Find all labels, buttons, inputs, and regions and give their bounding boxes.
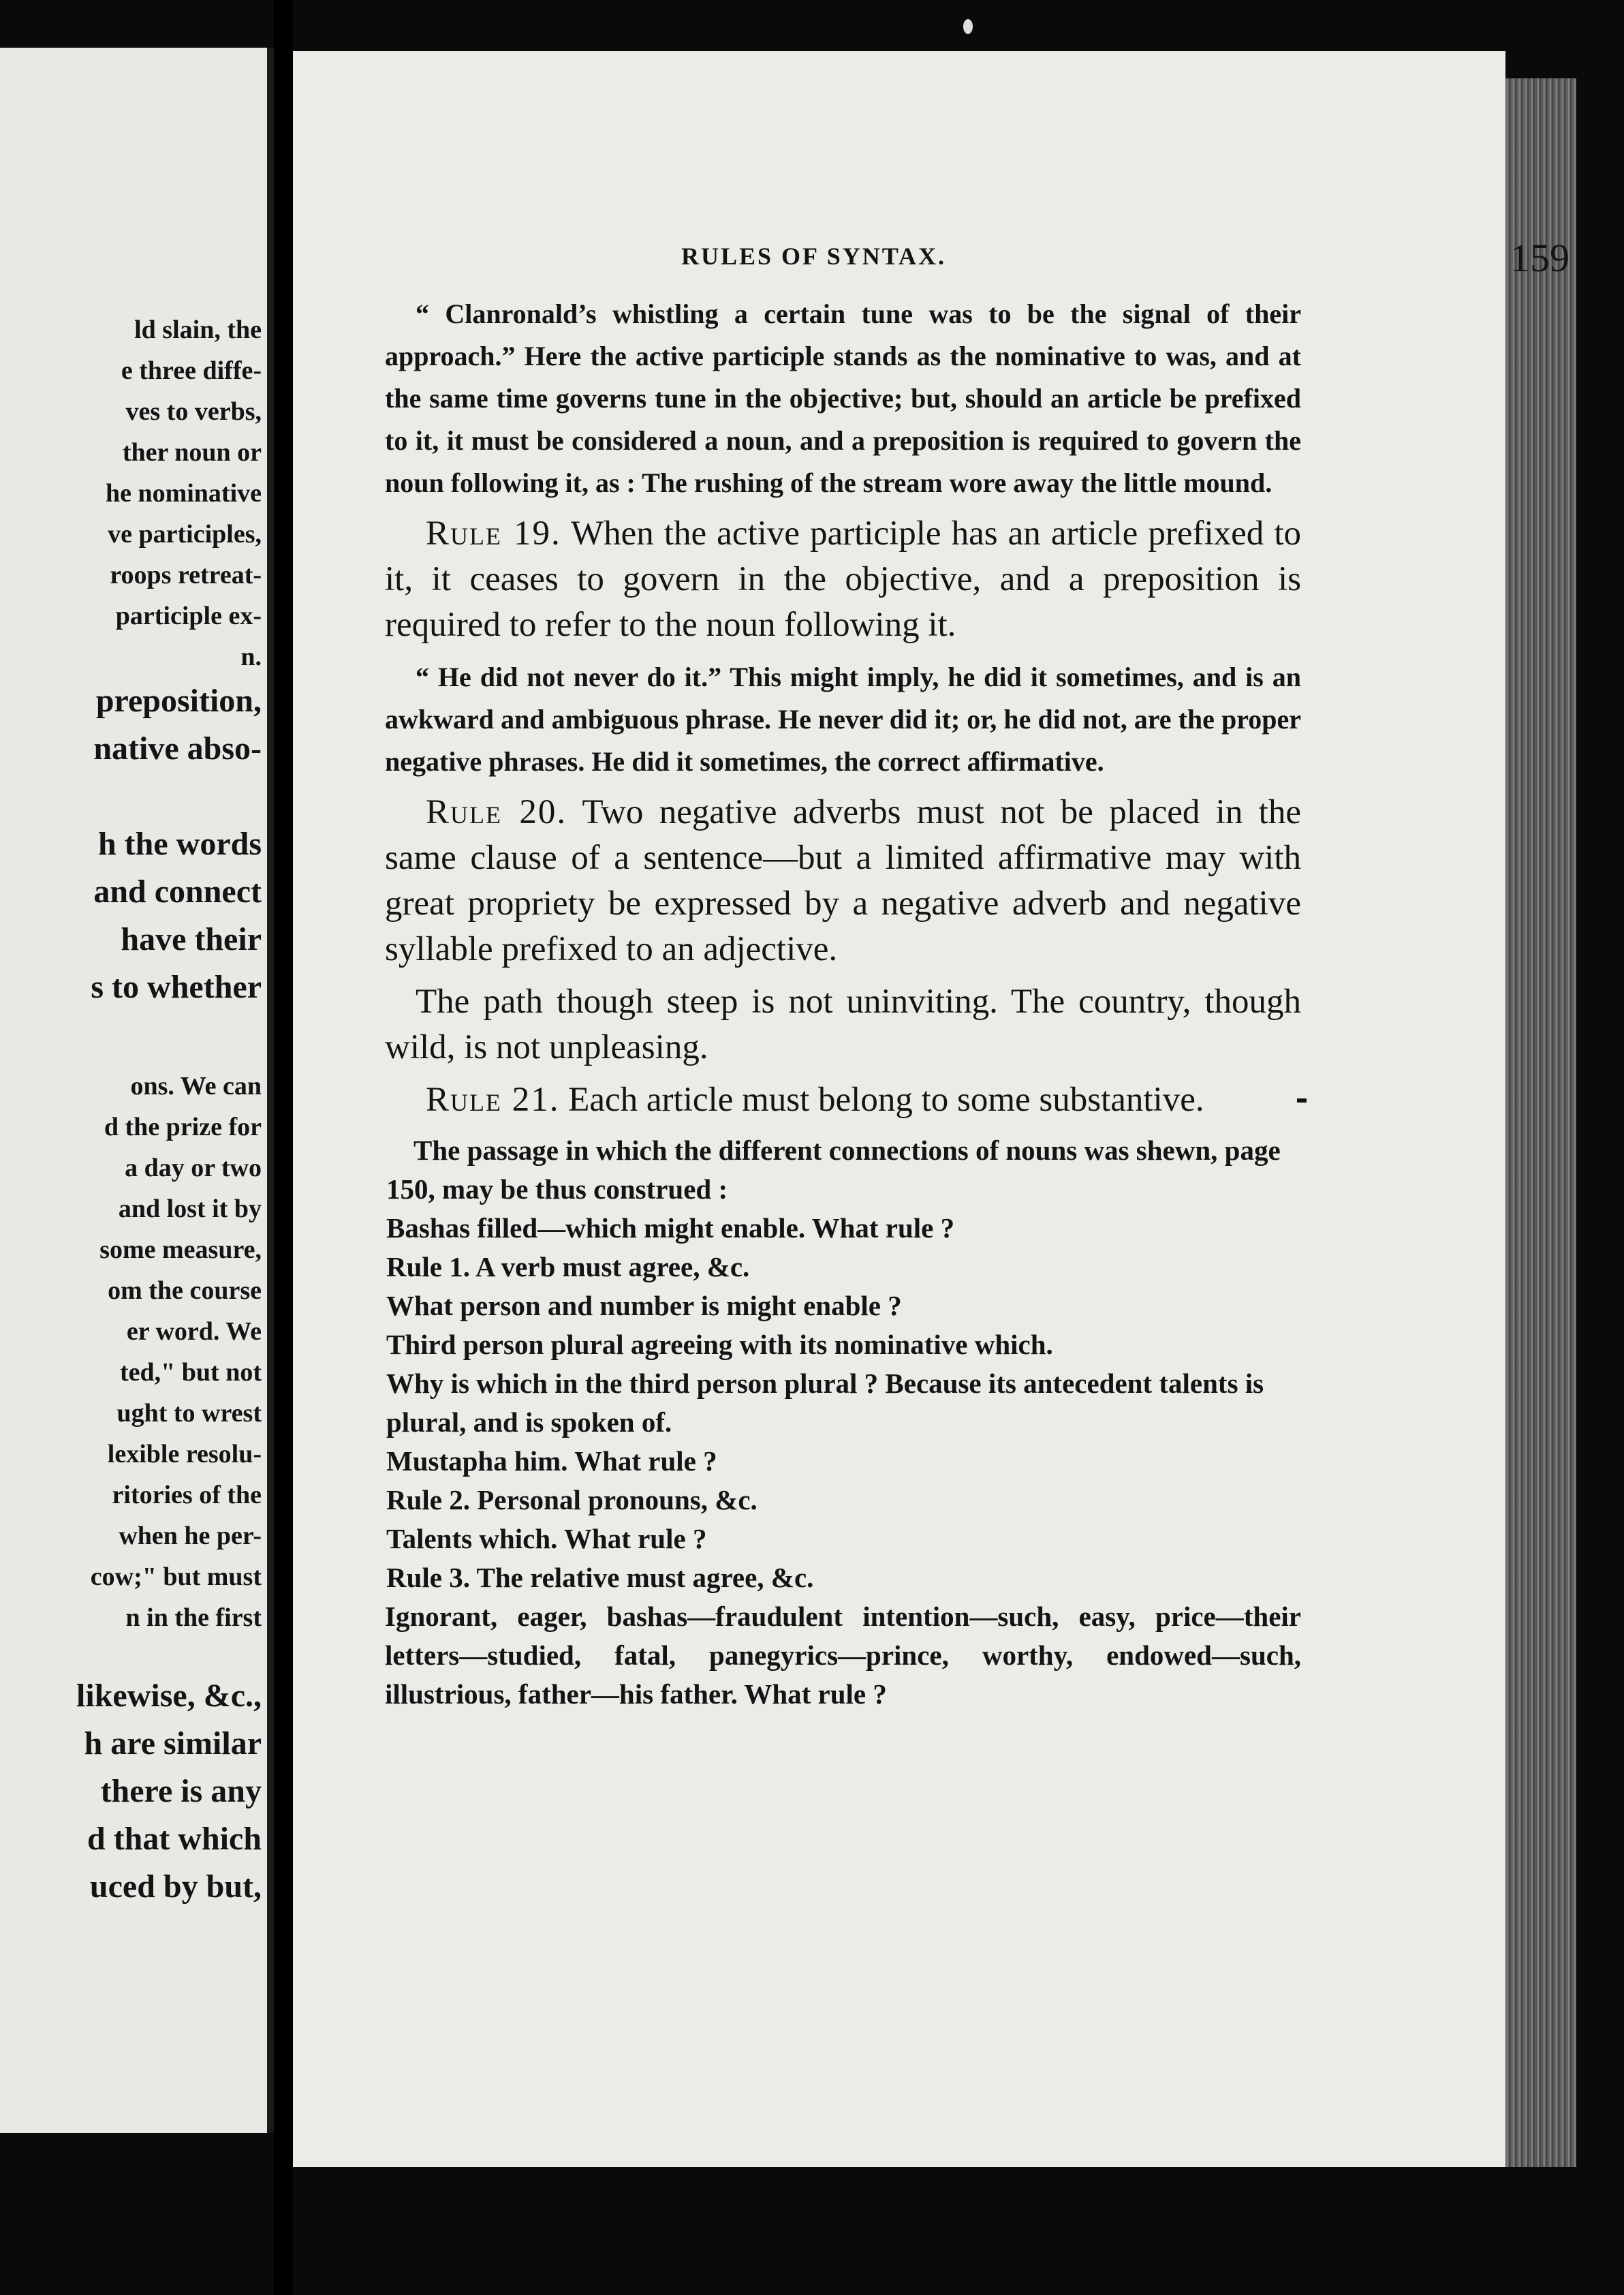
hyphen-mark	[1297, 1098, 1307, 1103]
page-header	[409, 235, 1570, 290]
left-page-line: ve participles,	[108, 520, 262, 549]
left-page-line: ons. We can	[130, 1072, 262, 1100]
rule-21	[385, 1077, 1301, 1123]
rule-number: Rule 21.	[426, 1081, 560, 1119]
left-page-line: ught to wrest	[116, 1399, 262, 1428]
left-page-line: uced by but,	[89, 1868, 262, 1905]
left-page-fragment	[0, 48, 274, 2133]
left-page-line: there is any	[100, 1773, 262, 1809]
left-page-line: participle ex-	[115, 602, 262, 630]
left-page-line: n.	[240, 643, 262, 671]
qa-line: Rule 3. The relative must agree, &c.	[386, 1562, 814, 1593]
left-page-line: preposition,	[95, 683, 262, 719]
qa-line: Mustapha him. What rule ?	[386, 1445, 717, 1477]
left-page-line: native abso-	[93, 730, 262, 767]
left-page-line: likewise, &c.,	[76, 1678, 262, 1714]
rule-text: When the active participle has an article prefixed to it, it ceases to govern in the objective, and a preposition is required to refer to the noun following it.	[385, 514, 1301, 644]
left-page-line: ritories of the	[112, 1481, 262, 1509]
left-page-line: h are similar	[84, 1725, 262, 1761]
rule-number: Rule 19.	[426, 514, 561, 553]
left-page-line: d the prize for	[104, 1113, 262, 1141]
left-page-line: have their	[121, 921, 262, 957]
page-number: 159	[1510, 236, 1570, 280]
left-page-line: ther noun or	[122, 438, 262, 467]
qa-line: Third person plural agreeing with its nominative which.	[386, 1329, 1053, 1360]
left-page-line: cow;" but must	[90, 1562, 262, 1591]
rule-text: Two negative adverbs must not be placed in the same clause of a sentence—but a limited affirmative may with great propriety be expressed by a negative adverb and negative syllable prefixed to an adjective.	[385, 793, 1301, 968]
paragraph-ignorant: Ignorant, eager, bashas—fraudulent intention—such, easy, price—their letters—studied, fatal, panegyrics—prince, worthy, endowed—such, illustrious, father—his father. What rule ?	[385, 1601, 1301, 1710]
qa-line: Talents which. What rule ?	[386, 1523, 707, 1554]
left-page-line: om the course	[108, 1276, 262, 1305]
page-body	[385, 293, 1301, 1714]
left-page-line: ves to verbs,	[125, 397, 262, 426]
paragraph-negative: “ He did not never do it.” This might imply, he did it sometimes, and is an awkward and ambiguous phrase. He never did it; or, he did not, are the proper negative phrases. He did it sometimes, the correct affirmative.	[385, 662, 1301, 777]
page-edge	[1505, 78, 1576, 2167]
ink-speck	[963, 19, 973, 34]
left-page-line: d that which	[87, 1821, 262, 1857]
rule-text: Each article must belong to some substantive.	[568, 1081, 1204, 1119]
left-page-line: er word. We	[126, 1317, 262, 1346]
running-title: RULES OF SYNTAX.	[681, 243, 947, 270]
left-page-line: n in the first	[125, 1603, 262, 1632]
left-page-line: roops retreat-	[110, 561, 262, 589]
qa-line: What person and number is might enable ?	[386, 1290, 902, 1321]
left-page-line: and lost it by	[118, 1195, 262, 1223]
rule-19	[385, 511, 1301, 648]
example-path: The path though steep is not uninviting. The country, though wild, is not unpleasing.	[385, 983, 1301, 1066]
left-page-line: lexible resolu-	[107, 1440, 262, 1468]
left-page-line: h the words	[97, 826, 262, 862]
book-gutter	[274, 0, 293, 2295]
qa-line: Why is which in the third person plural ? Because its antecedent talents is plural, and is spoken of.	[386, 1368, 1264, 1438]
left-page-line: some measure,	[99, 1235, 262, 1264]
paragraph-passage: The passage in which the different connections of nouns was shewn, page 150, may be thus construed :	[386, 1135, 1281, 1205]
left-page-line: s to whether	[91, 969, 262, 1005]
left-page-line: he nominative	[105, 479, 262, 508]
left-page-line: a day or two	[125, 1154, 262, 1182]
rule-number: Rule 20.	[426, 793, 567, 831]
left-page-line: when he per-	[119, 1522, 262, 1550]
qa-line: Bashas filled—which might enable. What rule ?	[386, 1212, 955, 1244]
left-page-line: ld slain, the	[134, 315, 262, 344]
rule-20	[385, 790, 1301, 972]
left-page-line: ted," but not	[120, 1358, 262, 1387]
paragraph-clanronald: “ Clanronald’s whistling a certain tune was to be the signal of their approach.” Here the active participle stands as the nominative to was, and at the same time governs tune in the objective; but, should an article be prefixed to it, it must be considered a noun, and a preposition is required to govern the noun following it, as : The rushing of the stream wore away the little mound.	[385, 298, 1301, 498]
qa-line: Rule 2. Personal pronouns, &c.	[386, 1484, 758, 1515]
left-page-line: e three diffe-	[121, 356, 262, 385]
left-page-line: and connect	[93, 874, 262, 910]
qa-line: Rule 1. A verb must agree, &c.	[386, 1251, 750, 1282]
